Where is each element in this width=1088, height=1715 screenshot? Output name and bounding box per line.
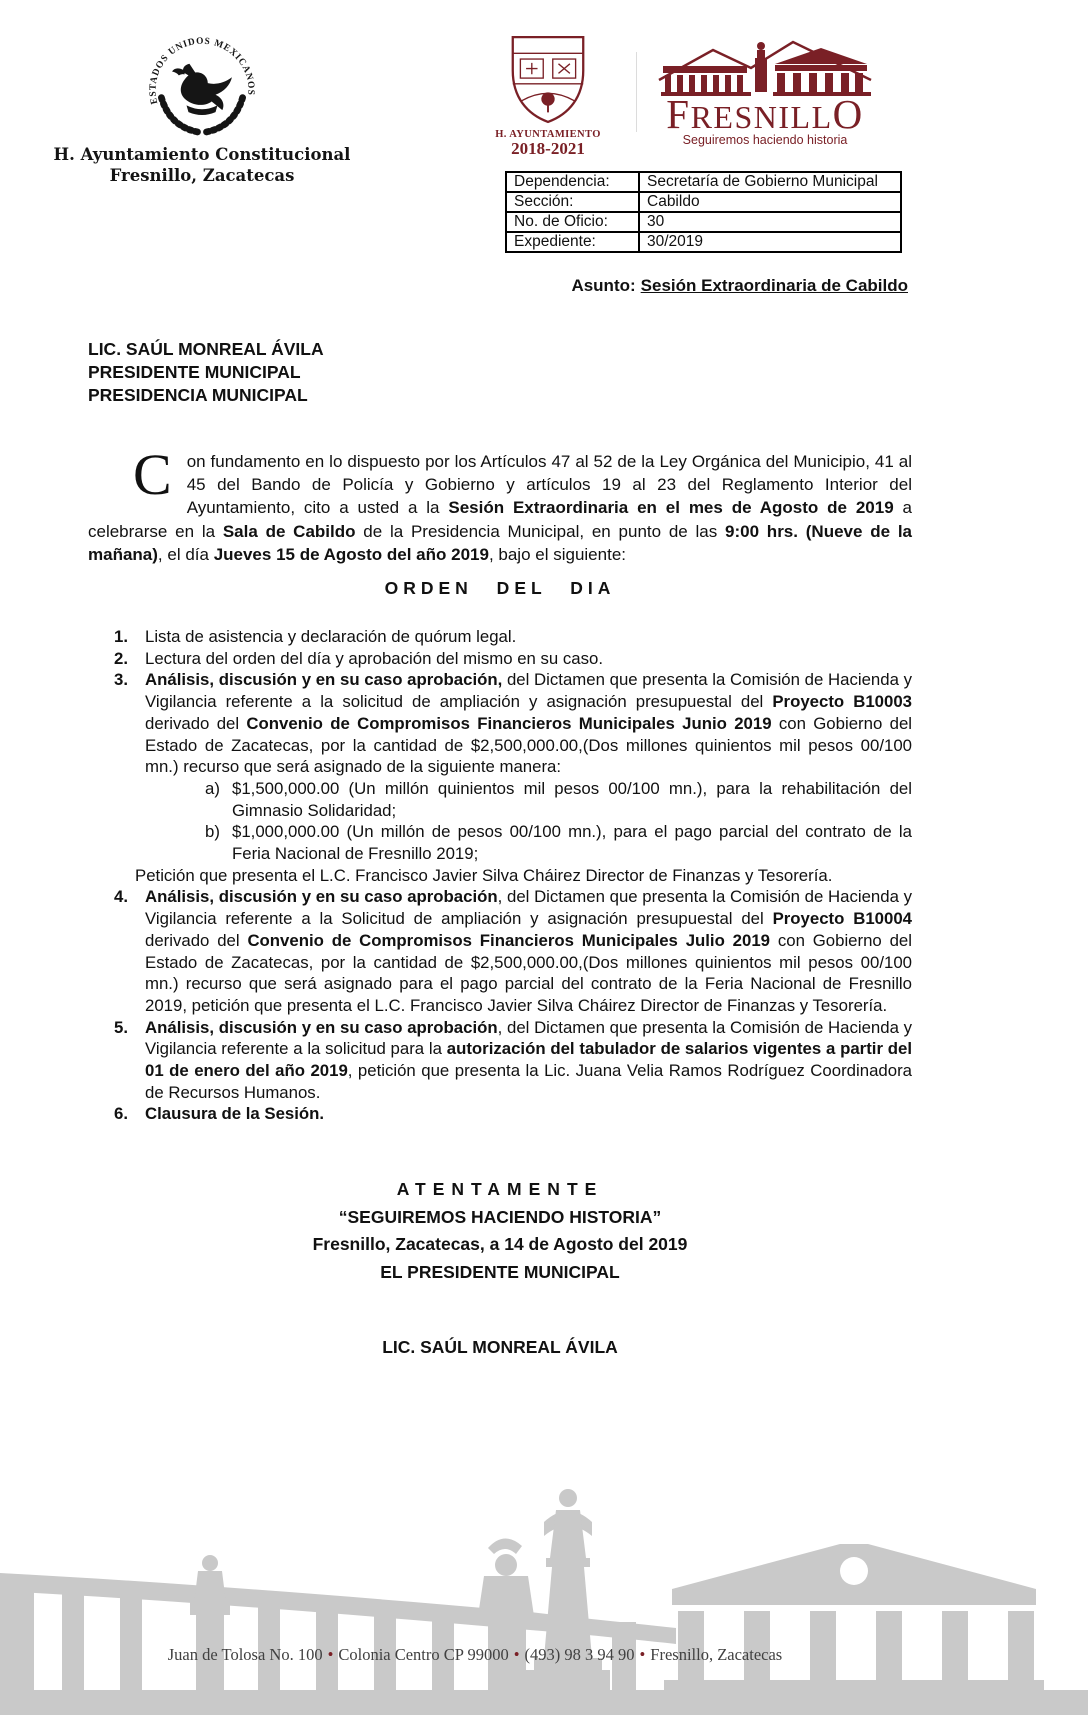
row-value: 30/2019 bbox=[639, 232, 901, 252]
item-text: Lectura del orden del día y aprobación del mismo en su caso. bbox=[145, 648, 604, 668]
wordmark-middle: RESNILL bbox=[690, 99, 833, 135]
subitem-text: $1,500,000.00 (Un millón quinientos mil pesos 00/100 mn.), para la rehabilitación del Gimnasio Solidaridad; bbox=[232, 778, 912, 820]
item-text: Análisis, discusión y en su caso aprobación, del Dictamen que presenta la Comisión de Hacienda y Vigilancia referente a la solicitud para la autorización del tabulador de salarios vigentes a partir del 01 de enero del año 2019, petición que presenta la Lic. Juana Velia Ramos Rodríguez Coordinadora de Recursos Humanos. bbox=[145, 1017, 912, 1102]
city-crest-block bbox=[492, 34, 604, 158]
agenda-item-2 bbox=[114, 648, 912, 670]
item-number: 6. bbox=[114, 1104, 128, 1124]
subitem-letter: a) bbox=[205, 778, 220, 798]
closing-motto: “SEGUIREMOS HACIENDO HISTORIA” bbox=[338, 1206, 662, 1227]
footer-phone: (493) 98 3 94 90 bbox=[524, 1645, 635, 1664]
crest-tree-icon bbox=[541, 92, 554, 105]
agenda-item-1 bbox=[114, 626, 912, 648]
footer-address bbox=[60, 1645, 890, 1665]
subject-value: Sesión Extraordinaria de Cabildo bbox=[640, 276, 908, 295]
agenda-list bbox=[88, 626, 912, 1125]
footer-city: Fresnillo, Zacatecas bbox=[650, 1645, 783, 1664]
crest-term: 2018-2021 bbox=[511, 139, 585, 158]
emblem-arc-text: ESTADOS UNIDOS MEXICANOS bbox=[147, 35, 257, 106]
subject-label: Asunto: bbox=[571, 276, 636, 295]
footer-monuments-watermark bbox=[0, 1470, 1088, 1715]
bullet-separator: • bbox=[513, 1645, 520, 1664]
national-coat-of-arms-icon bbox=[144, 28, 260, 144]
item-number: 3. bbox=[114, 670, 128, 690]
intro-paragraph bbox=[88, 442, 912, 566]
bullet-separator: • bbox=[327, 1645, 334, 1664]
wordmark-final: O bbox=[832, 91, 864, 137]
subitem-letter: b) bbox=[205, 822, 220, 842]
pediment-oculus bbox=[840, 1557, 868, 1585]
agenda-item-3 bbox=[114, 669, 912, 778]
institution-name: H. Ayuntamiento Constitucional bbox=[53, 145, 351, 164]
agenda-item-6 bbox=[114, 1103, 912, 1125]
eagle-icon bbox=[172, 64, 232, 115]
recipient-block bbox=[88, 338, 324, 407]
subitem-text: $1,000,000.00 (Un millón de pesos 00/100 mn.), para el pago parcial del contrato de la Feria Nacional de Fresnillo 2019; bbox=[232, 822, 912, 864]
intro-text: on fundamento en lo dispuesto por los Artículos 47 al 52 de la Ley Orgánica del Municipio, 41 al 45 del Bando de Policía y Gobierno y artículos 19 al 23 del Reglamento Interior del Ayuntamiento, cito a usted a la Sesión Extraordinaria en el mes de Agosto de 2019 a celebrarse en la Sala de Cabildo de la Presidencia Municipal, en punto de las 9:00 hrs. (Nueve de la mañana), el día Jueves 15 de Agosto del año 2019, bajo el siguiente: bbox=[88, 452, 912, 564]
agenda-subitem-b bbox=[205, 821, 912, 864]
row-value: Cabildo bbox=[639, 192, 901, 212]
row-label: Dependencia: bbox=[506, 172, 639, 192]
footer-address-street: Juan de Tolosa No. 100 bbox=[167, 1645, 323, 1664]
agenda-item-3-note: Petición que presenta el L.C. Francisco Javier Silva Cháirez Director de Finanzas y Tesorería. bbox=[135, 865, 833, 885]
recipient-name: LIC. SAÚL MONREAL ÁVILA bbox=[88, 339, 324, 359]
item-number: 2. bbox=[114, 648, 128, 668]
table-row bbox=[506, 232, 901, 252]
city-crest-icon bbox=[508, 34, 588, 126]
brand-tagline: Seguiremos haciendo historia bbox=[682, 133, 848, 147]
table-row bbox=[506, 212, 901, 232]
row-value: Secretaría de Gobierno Municipal bbox=[639, 172, 901, 192]
item-number: 4. bbox=[114, 887, 128, 907]
bullet-separator: • bbox=[639, 1645, 646, 1664]
table-row bbox=[506, 172, 901, 192]
row-value: 30 bbox=[639, 212, 901, 232]
closing-block bbox=[88, 1176, 912, 1286]
table-row bbox=[506, 192, 901, 212]
closing-dateline: Fresnillo, Zacatecas, a 14 de Agosto del 2019 bbox=[312, 1234, 688, 1254]
agenda-item-4 bbox=[114, 886, 912, 1016]
recipient-office: PRESIDENCIA MUNICIPAL bbox=[88, 385, 308, 405]
item-text: Análisis, discusión y en su caso aprobación, del Dictamen que presenta la Comisión de Hacienda y Vigilancia referente a la solicitud de ampliación y asignación presupuestal del Proyecto B10003 derivado del Convenio de Compromisos Financieros Municipales Junio 2019 con Gobierno del Estado de Zacatecas, por la cantidad de $2,500,000.00,(Dos millones quinientos mil pesos 00/100 mn.) recurso que será asignado de la siguiente manera: bbox=[145, 670, 913, 777]
item-text: Lista de asistencia y declaración de quórum legal. bbox=[145, 627, 517, 646]
crest-caption: H. AYUNTAMIENTO bbox=[495, 129, 601, 140]
agenda-item-5 bbox=[114, 1017, 912, 1104]
reference-table bbox=[505, 171, 902, 253]
subject-line bbox=[571, 276, 908, 296]
brand-block bbox=[650, 38, 880, 147]
agenda-title: ORDEN DEL DIA bbox=[384, 578, 616, 598]
laurel-right-icon bbox=[204, 98, 243, 133]
agenda-subitem-a bbox=[205, 778, 912, 821]
closing-salutation: ATENTAMENTE bbox=[396, 1179, 604, 1199]
item-text: Clausura de la Sesión. bbox=[145, 1104, 325, 1124]
signature-name: LIC. SAÚL MONREAL ÁVILA bbox=[382, 1337, 618, 1357]
item-text: Análisis, discusión y en su caso aprobación, del Dictamen que presenta la Comisión de Hacienda y Vigilancia referente a la Solicitud de ampliación y asignación presupuestal del Proyecto B10004 derivado del Convenio de Compromisos Financieros Municipales Julio 2019 con Gobierno del Estado de Zacatecas, por la cantidad de $2,500,000.00,(Dos millones quinientos mil pesos 00/100 mn.) recurso que será asignado para el pago parcial del contrato de la Feria Nacional de Fresnillo 2019, petición que presenta el L.C. Francisco Javier Silva Cháirez Director de Finanzas y Tesorería. bbox=[145, 887, 912, 1015]
institution-location: Fresnillo, Zacatecas bbox=[109, 166, 295, 185]
row-label: No. de Oficio: bbox=[506, 212, 639, 232]
item-number: 1. bbox=[114, 627, 128, 646]
item-number: 5. bbox=[114, 1017, 128, 1037]
row-label: Sección: bbox=[506, 192, 639, 212]
footer-address-district: Colonia Centro CP 99000 bbox=[338, 1645, 509, 1664]
closing-role: EL PRESIDENTE MUNICIPAL bbox=[380, 1261, 620, 1282]
row-label: Expediente: bbox=[506, 232, 639, 252]
wordmark-initial: F bbox=[666, 91, 691, 137]
drop-cap: C bbox=[133, 442, 172, 507]
recipient-title: PRESIDENTE MUNICIPAL bbox=[88, 362, 301, 382]
brand-wordmark bbox=[650, 91, 880, 137]
national-emblem-block bbox=[52, 28, 352, 186]
header-divider bbox=[636, 52, 637, 132]
